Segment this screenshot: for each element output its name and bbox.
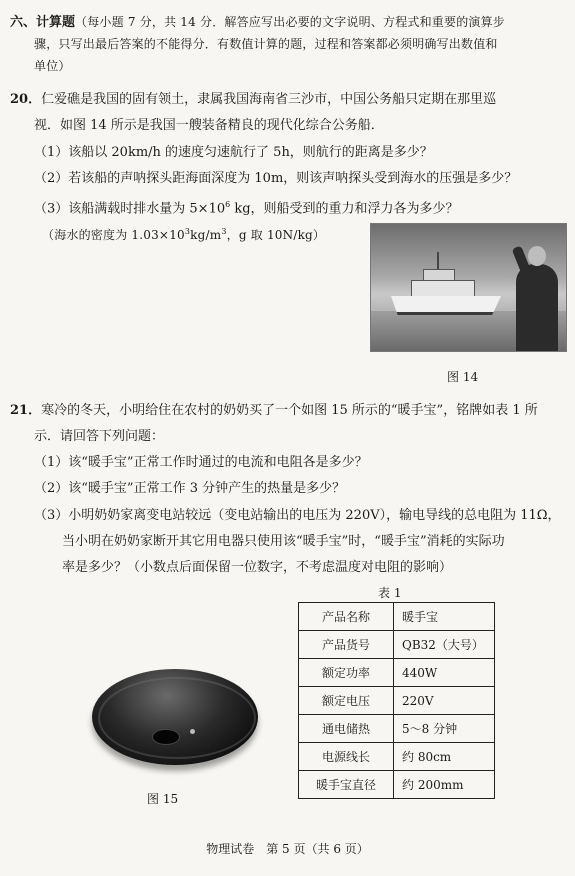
section-instructions-3: 单位）: [34, 59, 71, 73]
q21-text-1: 寒冷的冬天，小明给住在农村的奶奶买了一个如图 15 所示的“暖手宝”，铭牌如表 1 所: [41, 403, 538, 418]
spec-key: 暖手宝直径: [299, 771, 394, 799]
hand-warmer-indicator: [190, 729, 195, 734]
spec-table-row: [299, 631, 495, 659]
spec-table: [298, 602, 495, 799]
spec-value: 440W: [394, 659, 495, 687]
q20-sub-3: [34, 197, 459, 217]
q20-note-c: ，g 取 10N/kg）: [226, 228, 326, 242]
spec-key: 额定电压: [299, 687, 394, 715]
q21-sub-3-line-1: （3）小明奶奶家离变电站较远（变电站输出的电压为 220V），输电导线的总电阻为 11Ω，: [34, 508, 561, 523]
q21-number: 21．: [10, 403, 42, 418]
q21-sub-3-line-3: 率是多少？（小数点后面保留一位数字，不考虑温度对电阻的影响）: [62, 560, 453, 575]
q20-sub-2: （2）若该船的声呐探头距海面深度为 10m，则该声呐探头受到海水的压强是多少？: [34, 171, 518, 186]
section-title: 计算题: [36, 15, 76, 30]
spec-key: 产品货号: [299, 631, 394, 659]
q20-sub-3-exponent: 6: [225, 200, 231, 209]
spec-table-row: [299, 603, 495, 631]
spec-table-row: [299, 715, 495, 743]
hand-warmer-port: [152, 729, 180, 745]
figure-14-caption: 图 14: [447, 370, 479, 384]
q21-sub-2: （2）该“暖手宝”正常工作 3 分钟产生的热量是多少？: [34, 481, 346, 496]
q20-text-2: 视．如图 14 所示是我国一艘装备精良的现代化综合公务船．: [34, 118, 384, 133]
spec-key: 电源线长: [299, 743, 394, 771]
section-header-line-1: [10, 14, 505, 31]
q20-density-note: [42, 224, 325, 243]
figure-15-caption: 图 15: [147, 792, 179, 806]
officer-head: [528, 246, 546, 266]
q20-text-1: 仁爱礁是我国的固有领土，隶属我国海南省三沙市，中国公务船只定期在那里巡: [41, 92, 497, 107]
hand-warmer-photo: [92, 665, 258, 771]
spec-key: 通电储热: [299, 715, 394, 743]
ship-superstructure: [411, 280, 475, 298]
spec-table-row: [299, 687, 495, 715]
section-number: 六、: [10, 15, 37, 30]
spec-table-row: [299, 659, 495, 687]
q20-note-b: kg/m: [190, 228, 222, 242]
spec-table-row: [299, 771, 495, 799]
spec-value: 约 80cm: [394, 743, 495, 771]
q20-note-a: （海水的密度为 1.03×10: [42, 228, 185, 242]
q20-note-exponent-2: 3: [221, 227, 227, 236]
spec-key: 产品名称: [299, 603, 394, 631]
q21-text-2: 示．请回答下列问题：: [34, 429, 165, 444]
q21-sub-3-line-2: 当小明在奶奶家断开其它用电器只使用该“暖手宝”时，“暖手宝”消耗的实际功: [62, 534, 505, 549]
officer-figure: [516, 264, 558, 352]
ship-hull: [391, 296, 501, 315]
q20-sub-3-a: （3）该船满载时排水量为 5×10: [34, 201, 226, 217]
spec-value: 暖手宝: [394, 603, 495, 631]
q21-line-1: [10, 403, 538, 419]
spec-value: QB32（大号）: [394, 631, 495, 659]
hand-warmer-rim: [98, 677, 256, 759]
ship-photo: [370, 223, 567, 352]
table-1-title: 表 1: [378, 586, 402, 600]
section-instructions-2: 骤，只写出最后答案的不能得分．有数值计算的题，过程和答案都必须明确写出数值和: [34, 37, 498, 51]
q20-number: 20．: [10, 92, 42, 107]
q21-sub-1: （1）该“暖手宝”正常工作时通过的电流和电阻各是多少？: [34, 455, 368, 470]
spec-table-row: [299, 743, 495, 771]
q20-note-exponent: 3: [184, 227, 191, 236]
spec-key: 额定功率: [299, 659, 394, 687]
q20-line-1: [10, 92, 496, 108]
spec-value: 约 200mm: [394, 771, 495, 799]
spec-value: 5～8 分钟: [394, 715, 495, 743]
ship-mast: [437, 252, 439, 270]
hand-warmer-disc: [92, 669, 258, 765]
spec-value: 220V: [394, 687, 495, 715]
page-footer: 物理试卷 第 5 页（共 6 页）: [206, 842, 369, 856]
section-instructions-1: （每小题 7 分，共 14 分．解答应写出必要的文字说明、方程式和重要的演算步: [75, 15, 505, 29]
q20-sub-1: （1）该船以 20km/h 的速度匀速航行了 5h，则航行的距离是多少？: [34, 145, 433, 160]
q20-sub-3-b: kg，则船受到的重力和浮力各为多少？: [230, 201, 459, 217]
